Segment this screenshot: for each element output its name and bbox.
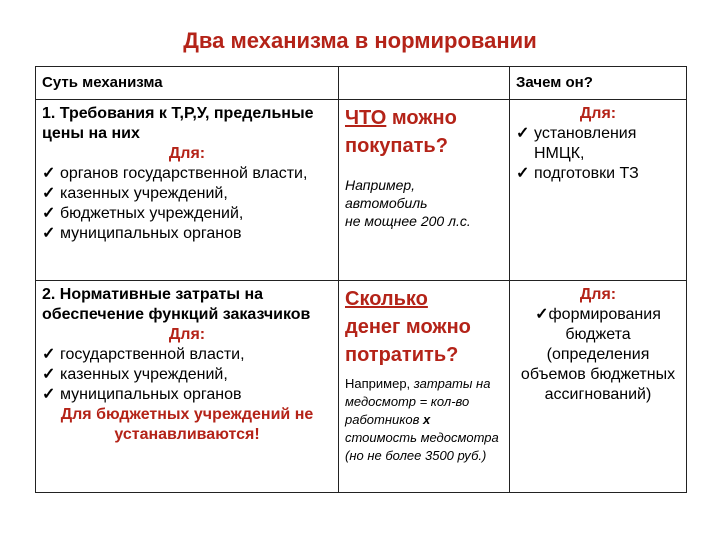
- checkmark-icon: ✓: [535, 306, 549, 323]
- list-item: ✓ установления НМЦК,: [516, 125, 637, 162]
- row2-essence-cell: [36, 281, 339, 493]
- checkmark-icon: ✓: [42, 225, 56, 242]
- row2-heading: 2. Нормативные затраты на обеспечение функций заказчиков: [42, 286, 311, 323]
- checkmark-icon: ✓: [42, 366, 56, 383]
- checkmark-icon: ✓: [42, 185, 56, 202]
- row1-question-cell: [339, 100, 510, 281]
- row1-question: ЧТО можно покупать?: [345, 107, 457, 157]
- row2-question: Сколько денег можно потратить?: [345, 288, 471, 366]
- row2-note: Для бюджетных учреждений не устанавливаются!: [60, 406, 314, 443]
- row2-question-cell: [339, 281, 510, 493]
- page-title: Два механизма в нормировании: [183, 28, 537, 53]
- list-item: ✓ казенных учреждений,: [42, 185, 228, 202]
- row2-for-label: Для:: [168, 326, 206, 343]
- row1-list: [42, 164, 332, 244]
- list-item: ✓ муниципальных органов: [42, 386, 242, 403]
- checkmark-icon: ✓: [42, 205, 56, 222]
- mechanisms-table: [35, 66, 687, 493]
- row1-for-label: Для:: [168, 145, 206, 162]
- row2-purpose-cell: [510, 281, 687, 493]
- checkmark-icon: ✓: [516, 125, 530, 142]
- checkmark-icon: ✓: [516, 165, 530, 182]
- row1-purpose-list: [516, 124, 680, 184]
- row2-purpose-label: Для:: [579, 286, 617, 303]
- table-row: [36, 100, 687, 281]
- list-item: ✓ государственной власти,: [42, 346, 245, 363]
- row2-list: [42, 345, 332, 405]
- table-header-row: [36, 67, 687, 100]
- header-why: Зачем он?: [510, 67, 687, 100]
- list-item: ✓ органов государственной власти,: [42, 165, 308, 182]
- header-empty: [339, 67, 510, 100]
- checkmark-icon: ✓: [42, 165, 56, 182]
- row1-example: Например, автомобиль не мощнее 200 л.с.: [345, 177, 471, 229]
- header-essence: Суть механизма: [36, 67, 339, 100]
- row1-purpose-cell: [510, 100, 687, 281]
- row2-example: Например, затраты на медосмотр = кол-во работников x стоимость медосмотра (но не более 3500 руб.): [345, 376, 499, 463]
- row2-purpose-text: ✓формирования бюджета (определения объемов бюджетных ассигнований): [520, 306, 676, 403]
- table-row: [36, 281, 687, 493]
- checkmark-icon: ✓: [42, 346, 56, 363]
- list-item: ✓ казенных учреждений,: [42, 366, 228, 383]
- checkmark-icon: ✓: [42, 386, 56, 403]
- row1-heading: 1. Требования к Т,Р,У, предельные цены на них: [42, 105, 314, 142]
- list-item: ✓ подготовки ТЗ: [516, 165, 639, 182]
- list-item: ✓ муниципальных органов: [42, 225, 242, 242]
- row1-essence-cell: [36, 100, 339, 281]
- row1-purpose-label: Для:: [579, 105, 617, 122]
- list-item: ✓ бюджетных учреждений,: [42, 205, 244, 222]
